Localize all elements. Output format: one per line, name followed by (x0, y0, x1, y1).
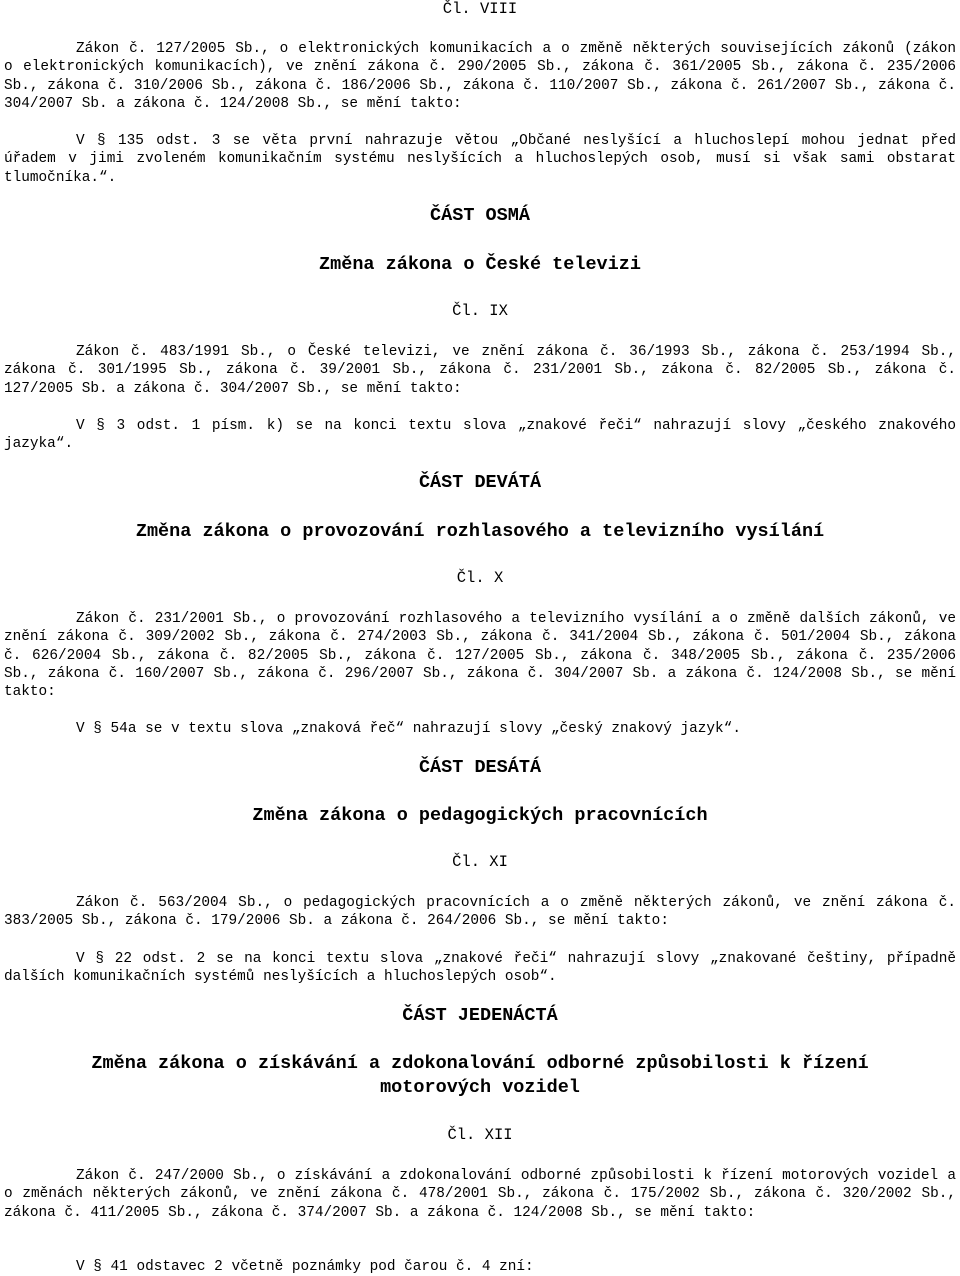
part-title: ČÁST JEDENÁCTÁ (402, 1005, 558, 1026)
article-label: Čl. XII (447, 1126, 513, 1144)
article-label: Čl. X (456, 569, 504, 587)
article-change-paragraph: V § 22 odst. 2 se na konci textu slova „znakové řeči“ nahrazují slovy „znakované češtiny, případně dalších komunikačních systémů neslyšících a hluchoslepých osob“. (4, 951, 956, 986)
part-title: ČÁST OSMÁ (430, 205, 530, 226)
article-label: Čl. XI (452, 853, 508, 871)
article-change-paragraph: V § 54a se v textu slova „znaková řeč“ nahrazují slovy „český znakový jazyk“. (76, 721, 741, 737)
article-intro-paragraph: Zákon č. 247/2000 Sb., o získávání a zdokonalování odborné způsobilosti k řízení motorových vozidel a o změnách některých zákonů, ve znění zákona č. 478/2001 Sb., zákona č. 175/2002 Sb., zákona č. 320/2002 Sb., zákona č. 411/2005 Sb., zákona č. 374/2007 Sb. a zákona č. 124/2008 Sb., se mění takto: (4, 1168, 956, 1221)
article-change-paragraph: V § 41 odstavec 2 včetně poznámky pod čarou č. 4 zní: (76, 1259, 534, 1275)
part-heading: Změna zákona o České televizi (319, 254, 641, 275)
article-change-paragraph: V § 135 odst. 3 se věta první nahrazuje větou „Občané neslyšící a hluchoslepí mohou jednat před úřadem v jimi zvoleném komunikačním systému neslyšících a hluchoslepých osob, musí si však sami obstarat tlumočníka.“. (4, 133, 956, 186)
part-title: ČÁST DEVÁTÁ (418, 472, 542, 493)
article-intro-paragraph: Zákon č. 563/2004 Sb., o pedagogických pracovnících a o změně některých zákonů, ve znění zákona č. 383/2005 Sb., zákona č. 179/2006 Sb. a zákona č. 264/2006 Sb., se mění takto: (4, 895, 956, 930)
article-intro-paragraph: Zákon č. 231/2001 Sb., o provozování rozhlasového a televizního vysílání a o změně dalších zákonů, ve znění zákona č. 309/2002 Sb., zákona č. 274/2003 Sb., zákona č. 341/2004 Sb., zákona č. 501/2004 Sb., zákona č. 626/2004 Sb., zákona č. 82/2005 Sb., zákona č. 127/2005 Sb., zákona č. 348/2005 Sb., zákona č. 235/2006 Sb., zákona č. 160/2007 Sb., zákona č. 296/2007 Sb., zákona č. 304/2007 Sb. a zákona č. 124/2008 Sb., se mění takto: (4, 611, 956, 701)
article-label: Čl. VIII (442, 0, 518, 18)
part-heading: Změna zákona o pedagogických pracovnících (252, 805, 708, 826)
part-heading-line-2: motorových vozidel (380, 1077, 580, 1098)
article-intro-paragraph: Zákon č. 127/2005 Sb., o elektronických komunikacích a o změně některých souvisejících zákonů (zákon o elektronických komunikacích), ve znění zákona č. 290/2005 Sb., zákona č. 361/2005 Sb., zákona č. 235/2006 Sb., zákona č. 310/2006 Sb., zákona č. 186/2006 Sb., zákona č. 110/2007 Sb., zákona č. 261/2007 Sb., zákona č. 304/2007 Sb. a zákona č. 124/2008 Sb., se mění takto: (4, 41, 956, 112)
part-heading: Změna zákona o provozování rozhlasového a televizního vysílání (135, 521, 825, 542)
article-intro-paragraph: Zákon č. 483/1991 Sb., o České televizi, ve znění zákona č. 36/1993 Sb., zákona č. 253/1994 Sb., zákona č. 301/1995 Sb., zákona č. 39/2001 Sb., zákona č. 231/2001 Sb., zákona č. 82/2005 Sb., zákona č. 127/2005 Sb. a zákona č. 304/2007 Sb., se mění takto: (4, 344, 956, 397)
article-label: Čl. IX (452, 302, 508, 320)
article-change-paragraph: V § 3 odst. 1 písm. k) se na konci textu slova „znakové řeči“ nahrazují slovy „českého znakového jazyka“. (4, 418, 956, 453)
part-heading-line-1: Změna zákona o získávání a zdokonalování odborné způsobilosti k řízení (91, 1053, 869, 1074)
part-title: ČÁST DESÁTÁ (418, 757, 542, 778)
